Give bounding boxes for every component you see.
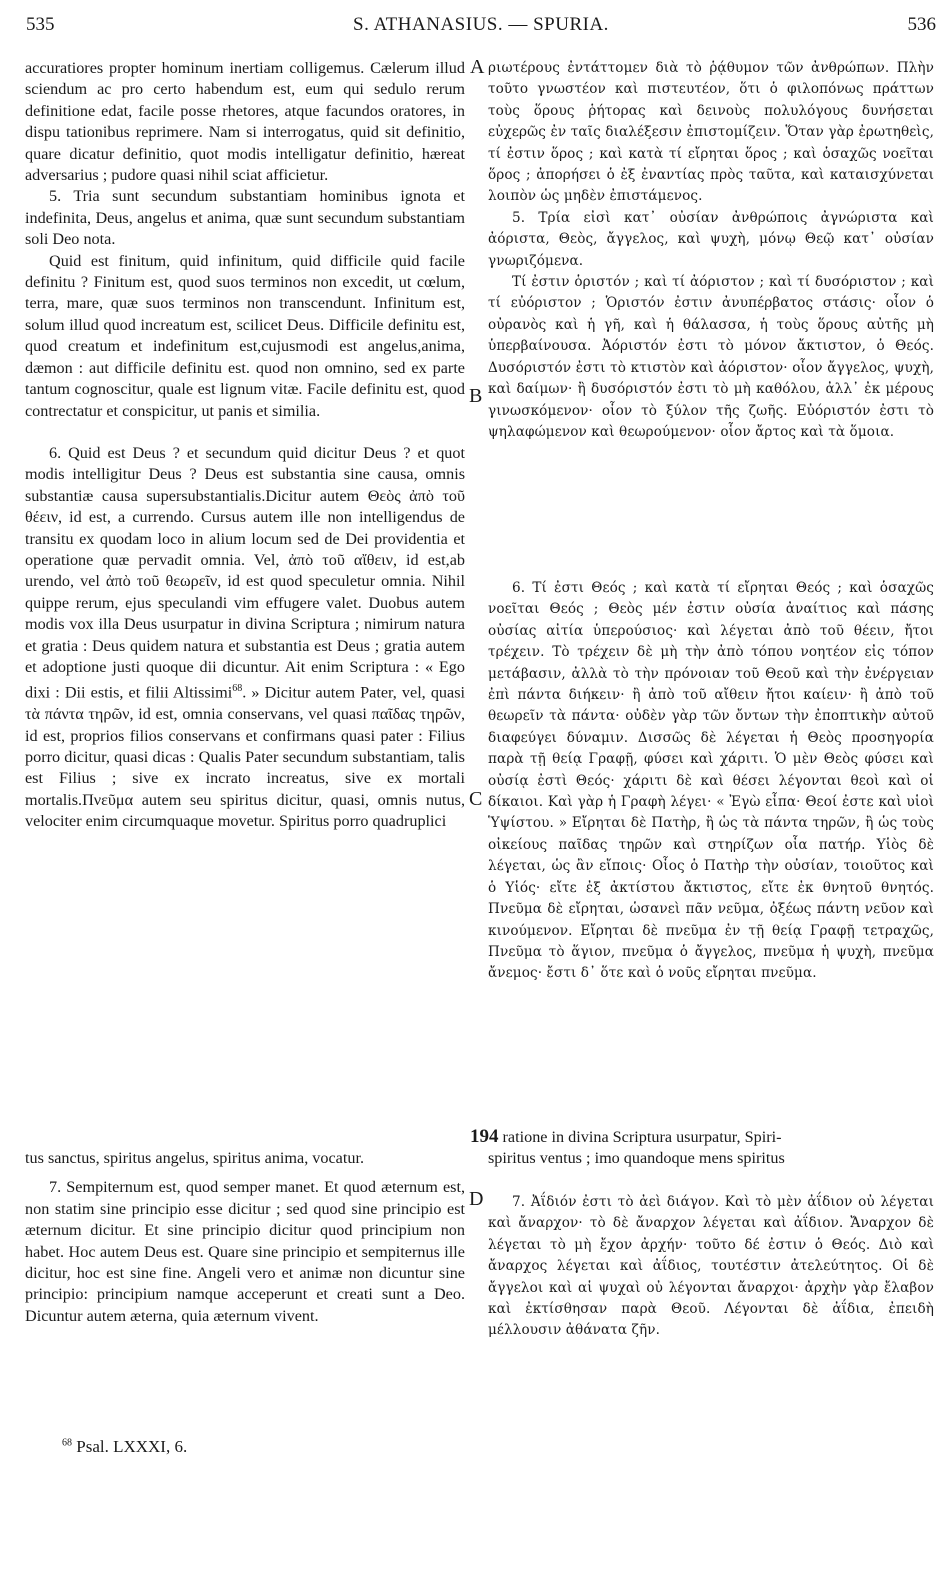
greek-paragraph-6: 6. Τί ἐστι Θεός ; καὶ κατὰ τί εἴρηται Θεός ; καὶ ὁσαχῶς νοεῖται Θεός ; Θεὸς μέν ἐστιν οὐσία ἀναίτιος καὶ πάσης οὐσίας αἰτία ὑπερούσιος· καὶ λέγεται ἀπὸ τοῦ θέειν, ἤτοι τρέχειν. Τὸ τρέχειν δὲ μὴ τὴν ἀπὸ τόπου νοητέον εἰς τόπον μετάβασιν, ἀλλὰ τὸ τὴν πρόνοιαν τοῦ Θεοῦ καὶ τὴν ἐνέργειαν ἐπὶ πάντα διήκειν· ἢ ἀπὸ τοῦ αἴθειν ἤτοι καίειν· ἢ ἀπὸ τοῦ θεωρεῖν τὰ πάντα· οὐδὲν γὰρ τῶν ὄντων τὴν ἐποπτικὴν αὐτοῦ διαφεύγει δύναμιν. Δισσῶς δὲ λέγεται ἡ Θεὸς προσηγορία παρὰ τῇ θείᾳ Γραφῇ, φύσει καὶ χάριτι. Ὁ μὲν Θεὸς φύσει καὶ οὐσίᾳ ἐστὶ Θεός· χάριτι δὲ καὶ θέσει λέγονται θεοὶ καὶ οἱ δίκαιοι. Καὶ γὰρ ἡ Γραφὴ λέγει· « Ἐγὼ εἶπα· Θεοί ἐστε καὶ υἱοὶ Ὑψίστου. » Εἴρηται δὲ Πατὴρ, ἢ ὡς τὰ πάντα τηρῶν, ἢ ὡς τοὺς οἰκείους παῖδας τηρῶν καὶ στηρίζων οἷα πατήρ. Υἱὸς δὲ λέγεται, ὡς ἂν εἴποις· Οἷος ὁ Πατὴρ τὴν οὐσίαν, τοιοῦτος καὶ ὁ Υἱός· εἴτε ἐξ ἀκτίστου ἄκτιστος, εἴτε ἐκ θνητοῦ θνητός. Πνεῦμα δὲ εἴρηται, ὡσανεὶ πᾶν νεῦμα, ὀξέως πάντη νεῦον καὶ κινούμενον. Εἴρηται δὲ πνεῦμα ἐν τῇ θείᾳ Γραφῇ τετραχῶς, Πνεῦμα τὸ ἅγιον, πνεῦμα ὁ ἄγγελος, πνεῦμα ἡ ψυχὴ, πνεῦμα ἄνεμος· ἔστι δ᾽ ὅτε καὶ ὁ νοῦς εἴρηται πνεῦμα. bbox=[488, 580, 934, 982]
latin-paragraph-6-continued: . » Dicitur autem Pater, vel, quasi τὰ πάντα τηρῶν, id est, omnia conservans, vel quasi παῖδας τηρῶν, id est, proprios filios conservans et confirmans quasi pater : Filius porro dicitur, quasi dicas : Qualis Pater secundum substantiam, talis est Filius ; sive ex incrato increatus, sive ex mortali mortalis.Πνεῦμα autem seu spiritus dicitur, quasi, omnis nutus, velociter enim circumquaque movetur. Spiritus porro quadruplici bbox=[25, 683, 465, 831]
latin-paragraph-6-tail: tus sanctus, spiritus angelus, spiritus anima, vocatur. bbox=[25, 1149, 364, 1167]
greek-paragraph-5b: Τί ἐστιν ὁριστόν ; καὶ τί ἀόριστον ; καὶ τί δυσόριστον ; καὶ τί εὐόριστον ; Ὁριστόν ἐστιν ἀνυπέρβατος στάσις· οἷον ὁ οὐρανὸς καὶ ἡ γῆ, καὶ ἡ θάλασσα, ἡ τοὺς ὅρους αὐτῆς μὴ ὑπερβαίνουσα. Ἀόριστόν ἐστι τὸ μόνον ἄκτιστον, ὁ Θεός. Δυσόριστόν ἐστι τὸ κτιστὸν καὶ ἀόριστον· οἷον ἄγγελος, ψυχὴ, καὶ δαίμων· ἢ δυσόριστόν ἐστι τὸ μὴ καθόλου, ἀλλ᾽ ἐκ μέρους γινωσκόμενον· οἷον τὸ ξύλον τῆς ζωῆς. Εὐόριστόν ἐστι τὸ ψηλαφώμενον καὶ θεωρούμενον· οἷον ἄρτος καὶ τὰ ὅμοια. bbox=[488, 274, 934, 440]
latin-paragraph-6-text: 6. Quid est Deus ? et secundum quid dicitur Deus ? et quot modis intelligitur Deus ? Deus est substantia sine causa, omnis substantiæ causa supersubstantialis.Dicitur autem Θεὸς ἀπὸ τοῦ θέειν, id est, a currendo. Cursus autem ille non intelligendus de transitu ex quodam loco in alium locum sed de Dei providentia et operatione quæ pervadit omnia. Vel, ἀπὸ τοῦ αἴθειν, id est,ab urendo, vel ἀπὸ τοῦ θεωρεῖν, id est quod speculetur omnia. Nihil quippe rerum, ejus speculandi vim effugere valet. Duobus autem modis vox illa Deus usurpatur in divina Scriptura ; nimirum natura et gratia : Deus quidem natura et substantia est Deus ; gratia autem et adoptione justi quoque dii dicuntur. Ait enim Scriptura : « Ego dixi : Dii estis, et filii Altissimi bbox=[25, 443, 465, 702]
greek-column-6 bbox=[488, 578, 934, 985]
latin-column bbox=[25, 58, 465, 833]
greek-column-7 bbox=[488, 1192, 934, 1342]
footnote-number: 68 bbox=[62, 1437, 72, 1449]
greek-paragraph-intro: ριωτέρους ἐντάττομεν διὰ τὸ ῥᾴθυμον τῶν ἀνθρώπων. Πλὴν τοῦτο γνωστέον καὶ πιστευτέον, ὅτι ὁ φιλοπόνως πράττων τοὺς ὅρους ῥήτορας καὶ δεινοὺς πολυλόγους δυνήσεται εὐχερῶς ἐν ταῖς διαλέξεσιν ἐπιστομίζειν. Ὅταν γὰρ ἐρωτηθεὶς, τί ἐστιν ὅρος ; καὶ κατὰ τί εἴρηται ὅρος ; καὶ ὁσαχῶς νοεῖται ὅρος ; ἀπορήσει ὁ ἐξ ἐναντίας πρὸς ταῦτα, καὶ καταισχύνεται λοιπὸν ὡς μηδὲν ἐπιστάμενος. bbox=[488, 60, 934, 205]
full-width-line bbox=[470, 1126, 932, 1148]
footnote bbox=[62, 1437, 187, 1457]
latin-paragraph-5: 5. Tria sunt secundum substantiam hominibus ignota et indefinita, Deus, angelus et anima, quæ sunt secundum substantiam soli Deo nota. bbox=[25, 187, 465, 249]
latin-paragraph-6 bbox=[25, 443, 465, 833]
latin-paragraph-7: 7. Sempiternum est, quod semper manet. Et quod æternum est, non statim sine principio esse dicitur ; sed quod sine principio est æternum dicitur. Et sine principio dicitur quod principium non habet. Hoc autem Deus est. Quare sine principio et sempiternus ille dicitur, hoc est sine fine. Angeli vero et animæ non dicuntur sine principio: principium namque acceperunt et creati sunt a Deo. Dicuntur autem æterna, quia æternum vivent. bbox=[25, 1178, 465, 1325]
full-width-line-2-text: spiritus ventus ; imo quandoque mens spiritus bbox=[488, 1149, 785, 1167]
page-header bbox=[26, 14, 936, 44]
right-page-number: 536 bbox=[907, 14, 936, 35]
full-width-line-2 bbox=[488, 1148, 934, 1169]
column-number: 194 bbox=[470, 1126, 499, 1147]
left-page-number: 535 bbox=[26, 14, 55, 35]
latin-paragraph-5b: Quid est finitum, quid infinitum, quid difficile quid facile definitu ? Finitum est, quod suos terminos non excedit, ut cœlum, terra, mare, quæ suos terminos non transcendunt. Infinitum est, solum illud quod increatum est, scilicet Deus. Difficile definitu est, quod creatum et indefinitum est,cujusmodi est angelus,anima, dæmon : aut difficile definitu est. quod non omnino, sed ex parte tantum cognoscitur, quale est lignum vitæ. Facile definitu est, quod contrectatur et conspicitur, ut panis et similia. bbox=[25, 251, 465, 420]
running-title: S. ATHANASIUS. — SPURIA. bbox=[353, 14, 609, 35]
footnote-reference: 68 bbox=[232, 683, 243, 695]
margin-marker-d: D bbox=[469, 1188, 484, 1210]
greek-paragraph-7: 7. Ἀΐδιόν ἐστι τὸ ἀεὶ διάγον. Καὶ τὸ μὲν ἀΐδιον οὐ λέγεται καὶ ἄναρχον· τὸ δὲ ἄναρχον λέγεται καὶ ἀΐδιον. Ἄναρχον δὲ λέγεται τὸ μὴ ἔχον ἀρχήν· τοῦτο δέ ἐστιν ὁ Θεός. Διὸ καὶ ἄναρχος λέγεται καὶ ἀΐδιος, τουτέστιν ἀτελεύτητος. Οἱ δὲ ἄγγελοι καὶ αἱ ψυχαὶ οὐ λέγονται ἄναρχοι· ἀρχὴν γὰρ ἔλαβον καὶ ἐκτίσθησαν παρὰ Θεοῦ. Λέγονται δὲ ἀΐδια, ἐπειδὴ μέλλουσιν ἀθάνατα ζῆν. bbox=[488, 1194, 934, 1339]
latin-paragraph-intro: accuratiores propter hominum inertiam colligemus. Cælerum illud sciendum ac pro certo habendum est, eum qui sedulo rerum definitione edat, facile posse rhetores, atque facundos oratores, in dispu tationibus reprimere. Nam si interrogatus, quid sit definitio, quare dicatur definitio, quot modis intelligatur definitio, hæreat adversarius ; pudore quasi nihil sciat afficietur. bbox=[25, 59, 465, 185]
greek-paragraph-5: 5. Τρία εἰσὶ κατ᾽ οὐσίαν ἀνθρώποις ἀγνώριστα καὶ ἀόριστα, Θεὸς, ἄγγελος, καὶ ψυχὴ, μόνῳ Θεῷ κατ᾽ οὐσίαν γνωριζόμενα. bbox=[488, 209, 934, 269]
full-width-line-text: ratione in divina Scriptura usurpatur, Spiri- bbox=[498, 1128, 782, 1146]
margin-marker-b: B bbox=[469, 385, 483, 407]
greek-column bbox=[488, 58, 934, 443]
latin-column-lower bbox=[25, 1148, 465, 1327]
footnote-text: Psal. LXXXI, 6. bbox=[72, 1437, 188, 1456]
margin-marker-c: C bbox=[469, 788, 483, 810]
margin-marker-a: A bbox=[470, 56, 485, 78]
